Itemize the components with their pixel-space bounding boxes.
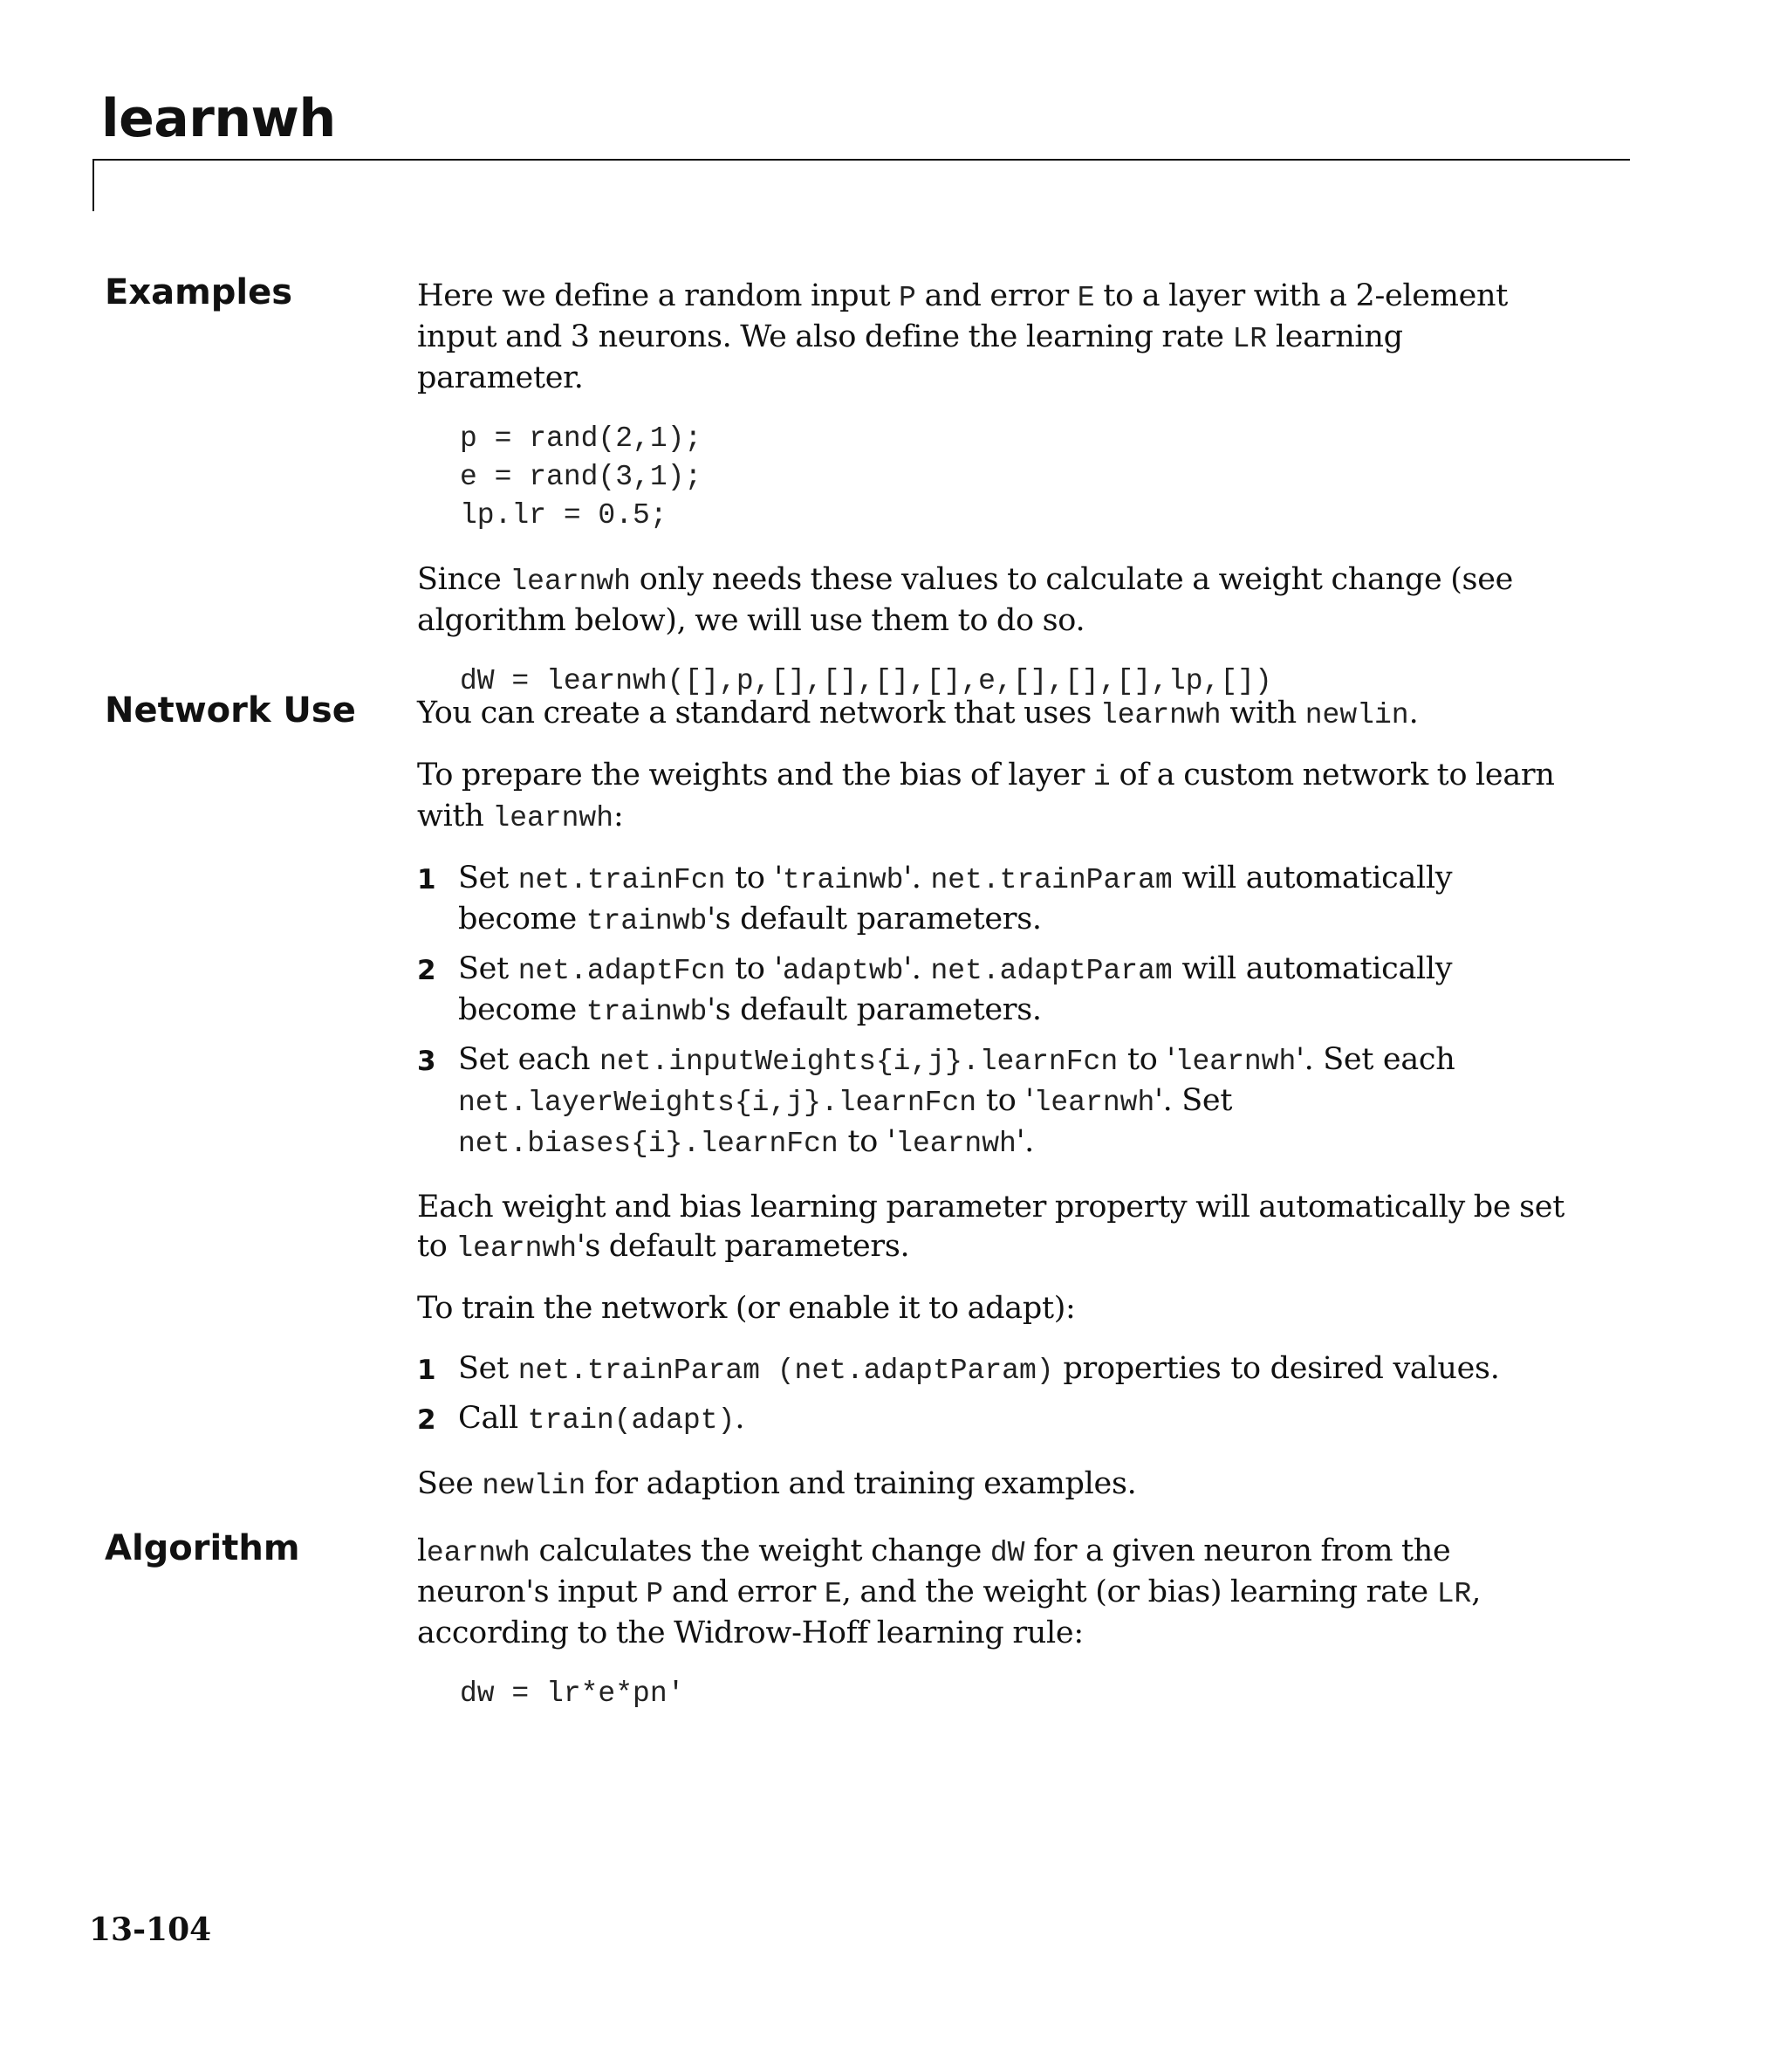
algorithm-section [417, 1532, 1569, 1713]
network-use-para-3: Each weight and bias learning parameter property will automatically be set to learnwh's default parameters. [417, 1190, 1564, 1265]
code-line: e = rand(3,1); [460, 461, 702, 493]
network-use-para-5: See newlin for adaption and training examples. [417, 1466, 1137, 1502]
list-item: 1 Set net.trainParam (net.adaptParam) properties to desired values. [417, 1351, 1500, 1387]
network-use-para-4: To train the network (or enable it to adapt): [417, 1291, 1076, 1326]
code-line: p = rand(2,1); [460, 422, 702, 455]
list-item: 2 Call train(adapt). [417, 1401, 745, 1437]
algorithm-formula-code: dw = lr*e*pn' [460, 1677, 685, 1710]
network-use-para-1: You can create a standard network that uses learnwh with newlin. [417, 696, 1419, 731]
algorithm-para: learnwh calculates the weight change dW for a given neuron from the neuron's input P and error E, and the weight (or bias) learning rate LR, according to the Widrow-Hoff learning rule: [417, 1533, 1482, 1650]
examples-section [417, 277, 1569, 701]
setup-steps-list [417, 859, 1569, 1163]
code-line: lp.lr = 0.5; [460, 499, 668, 532]
list-item: 3 Set each net.inputWeights{i,j}.learnFcn to 'learnwh'. Set each net.layerWeights{i,j}.learnFcn to 'learnwh'. Set net.biases{i}.learnFcn to 'learnwh'. [417, 1042, 1455, 1160]
algorithm-heading: Algorithm [105, 1528, 300, 1568]
list-item: 2 Set net.adaptFcn to 'adaptwb'. net.adaptParam will automatically become trainwb's default parameters. [417, 951, 1453, 1028]
example-call-code: dW = learnwh([],p,[],[],[],[],e,[],[],[],lp,[]) [460, 665, 1272, 697]
page-number: 13-104 [89, 1911, 212, 1948]
network-use-para-2: To prepare the weights and the bias of layer i of a custom network to learn with learnwh: [417, 758, 1555, 834]
network-use-heading: Network Use [105, 690, 356, 731]
example-code-block [417, 420, 1569, 535]
examples-intro: Here we define a random input P and error E to a layer with a 2-element input and 3 neurons. We also define the learning rate LR learning parameter. [417, 278, 1509, 395]
examples-heading: Examples [105, 272, 293, 312]
page-title: learnwh [101, 88, 336, 149]
header-rule [92, 159, 1630, 161]
list-item: 1 Set net.trainFcn to 'trainwb'. net.trainParam will automatically become trainwb's default parameters. [417, 861, 1453, 937]
header-rule-tick [92, 159, 94, 211]
network-use-section [417, 694, 1569, 1506]
examples-since: Since learnwh only needs these values to calculate a weight change (see algorithm below), we will use them to do so. [417, 562, 1514, 638]
train-steps-list [417, 1349, 1569, 1440]
